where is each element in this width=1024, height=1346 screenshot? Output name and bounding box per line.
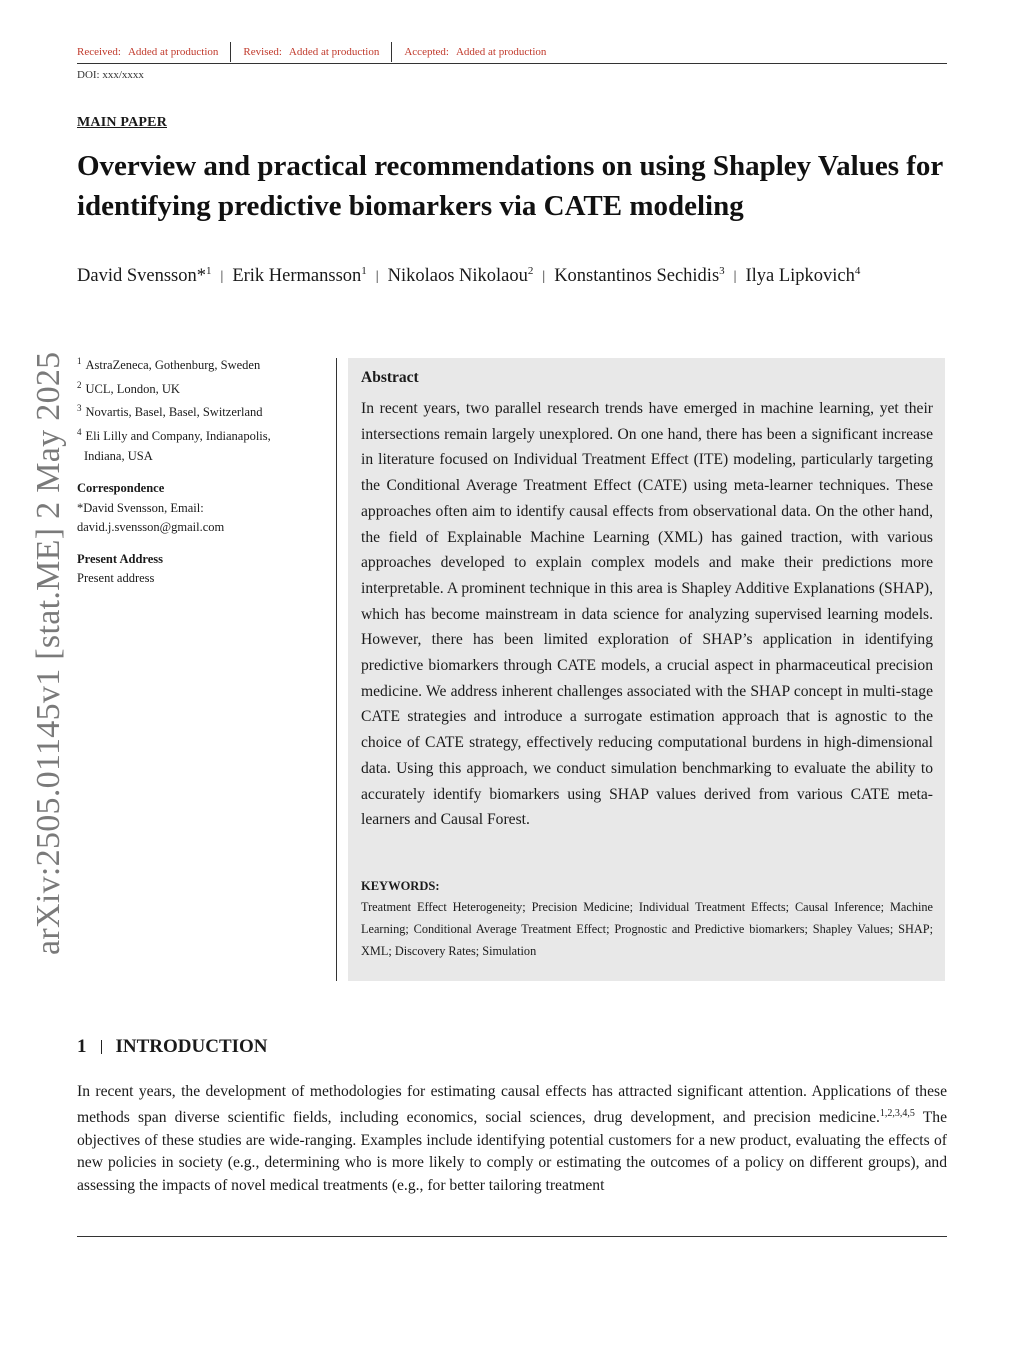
accepted-label: Accepted:: [404, 46, 449, 58]
received-label: Received:: [77, 46, 121, 58]
correspondence-heading: Correspondence: [77, 481, 165, 496]
correspondence-email[interactable]: david.j.svensson@gmail.com: [77, 519, 225, 534]
author: Nikolaos Nikolaou$^2$: [387, 265, 534, 287]
abstract-heading: Abstract: [361, 369, 419, 386]
present-address-heading: Present Address: [77, 551, 163, 566]
paper-title: Overview and practical recommendations on using Shapley Values for identifying predictive biomarkers via CATE modeling: [77, 150, 943, 222]
paper-category: MAIN PAPER: [77, 115, 168, 130]
accepted-value: Added at production: [455, 46, 547, 58]
affiliation: $^1$ AstraZeneca, Gothenburg, Sweden: [77, 356, 261, 373]
header-separator: [230, 42, 231, 62]
arxiv-stamp: arXiv:2505.01145v1 [stat.ME] 2 May 2025: [30, 351, 67, 955]
received-value: Added at production: [127, 46, 219, 58]
publication-history: [77, 42, 947, 62]
author-separator: |: [733, 269, 737, 285]
introduction-paragraph: In recent years, the development of methodologies for estimating causal effects has attracted significant attention. Applications of these methods span diverse scientific fields, including economics, social sciences, drug development, and precision medicine.$^{1,2,3,4,5}$ The objectives of these studies are wide-ranging. Examples include identifying potential customers for a new product, evaluating the effects of new policies in society (e.g., determining who is more likely to comply or estimating the outcomes of a policy on different groups), and assessing the impacts of novel medical treatments (e.g., for better tailoring treatment: [77, 1083, 947, 1194]
section-number: 1: [77, 1036, 87, 1057]
section-title: INTRODUCTION: [115, 1036, 268, 1057]
column-divider: [336, 358, 337, 981]
present-address-text: Present address: [77, 571, 155, 586]
received-date: [77, 46, 230, 58]
keywords-heading: KEYWORDS:: [361, 879, 440, 893]
author: Konstantinos Sechidis$^3$: [554, 265, 725, 287]
affiliations: [77, 352, 317, 588]
author-separator: |: [375, 269, 379, 285]
affiliation-continued: Indiana, USA: [84, 448, 153, 463]
revised-value: Added at production: [288, 46, 380, 58]
affiliation: $^2$ UCL, London, UK: [77, 379, 180, 396]
accepted-date: [404, 46, 558, 58]
author-separator: |: [220, 269, 224, 285]
author-list: [77, 256, 947, 293]
affiliation: $^4$ Eli Lilly and Company, Indianapolis,: [77, 426, 271, 444]
keywords-text: Treatment Effect Heterogeneity; Precision Medicine; Individual Treatment Effects; Causal Inference; Machine Learning; Conditional Average Treatment Effect; Prognostic and Predictive biomarkers; Shapley Values; SHAP; XML; Discovery Rates; Simulation: [361, 900, 933, 958]
section-separator: [101, 1040, 102, 1054]
abstract-text: In recent years, two parallel research trends have emerged in machine learning, yet their intersections remain largely unexplored. On one hand, there has been a significant increase in literature focused on Individual Treatment Effect (ITE) modeling, particularly targeting the Conditional Average Treatment Effect (CATE) using meta-learner techniques. These approaches often aim to identify causal effects from observational data. On the other hand, the field of Explainable Machine Learning (XML) has gained traction, with various approaches developed to explain complex models and make their predictions more interpretable. A prominent technique in this area is Shapley Additive Explanations (SHAP), which has become mainstream in data science for analyzing supervised learning models. However, there has been limited exploration of SHAP’s application in identifying predictive biomarkers through CATE models, a crucial aspect in pharmaceutical precision medicine. We address inherent challenges associated with the SHAP concept in multi-stage CATE strategies and introduce a surrogate estimation approach that is agnostic to the choice of CATE strategy, effectively reducing computational burdens in high-dimensional data. Using this approach, we conduct simulation benchmarking to evaluate the ability to accurately identify biomarkers using SHAP values derived from various CATE meta-learners and Causal Forest.: [361, 400, 933, 829]
affiliation: $^3$ Novartis, Basel, Basel, Switzerland: [77, 403, 263, 420]
doi: DOI: xxx/xxxx: [77, 69, 144, 81]
section-heading: [77, 1036, 268, 1058]
header-separator: [391, 42, 392, 62]
citation[interactable]: 1,2,3,4,5: [879, 1108, 915, 1120]
author: Ilya Lipkovich$^4$: [745, 265, 861, 287]
footnote-rule: [77, 1236, 947, 1237]
author-separator: |: [542, 269, 546, 285]
author: Erik Hermansson$^1$: [232, 265, 367, 287]
revised-label: Revised:: [243, 46, 282, 58]
author: David Svensson*$^1$: [77, 265, 212, 287]
header-rule: [77, 63, 947, 64]
revised-date: [243, 46, 391, 58]
correspondence-line: *David Svensson, Email:: [77, 500, 204, 515]
